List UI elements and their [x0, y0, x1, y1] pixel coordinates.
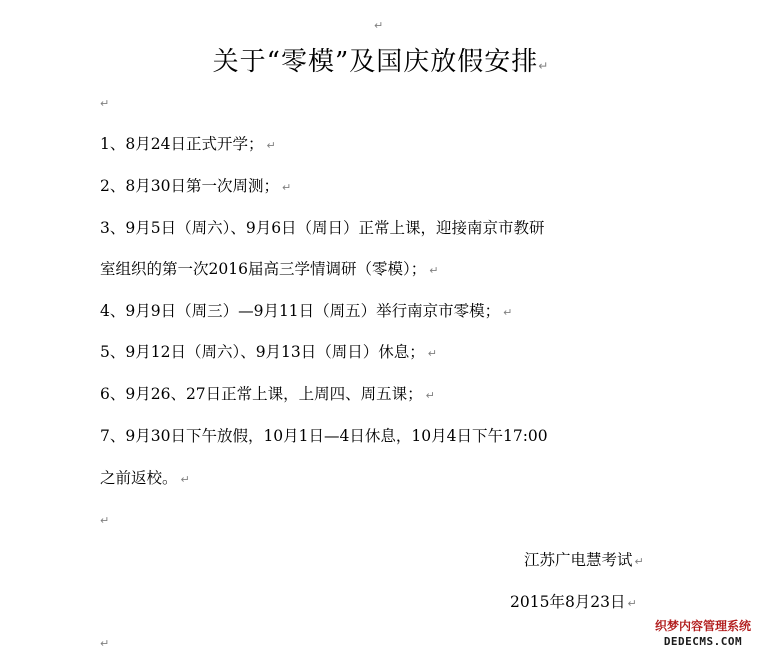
organization-text: 江苏广电慧考试: [524, 551, 633, 569]
item-text: 1、8月24日正式开学；: [100, 135, 264, 153]
item-text: 2、8月30日第一次周测；: [100, 177, 279, 195]
paragraph-mark: ↵: [503, 306, 513, 319]
signature-date: [510, 591, 637, 613]
paragraph-mark: ↵: [538, 59, 550, 73]
signature-organization: [524, 549, 644, 571]
document-title: [0, 44, 762, 80]
list-item: [100, 217, 545, 239]
item-text: 7、9月30日下午放假，10月1日—4日休息，10月4日下午17:00: [100, 427, 548, 445]
title-text: 关于“零模”及国庆放假安排: [212, 47, 539, 77]
paragraph-mark: ↵: [627, 597, 637, 610]
date-text: 2015年8月23日: [510, 593, 626, 611]
list-item: [100, 425, 548, 447]
item-text: 室组织的第一次2016届高三学情调研（零模）；: [100, 260, 427, 278]
item-text: 3、9月5日（周六）、9月6日（周日）正常上课，迎接南京市教研: [100, 219, 545, 237]
paragraph-mark: ↵: [100, 514, 110, 527]
paragraph-mark: ↵: [266, 139, 276, 152]
paragraph-mark: ↵: [427, 347, 438, 360]
item-text: 之前返校。: [100, 469, 178, 487]
list-item-continuation: [100, 258, 438, 280]
paragraph-mark: ↵: [634, 555, 644, 568]
paragraph-mark: ↵: [100, 97, 110, 110]
item-text: 4、9月9日（周三）—9月11日（周五）举行南京市零模；: [100, 302, 501, 320]
paragraph-mark: ↵: [425, 389, 435, 402]
list-item: [100, 341, 437, 363]
paragraph-mark: ↵: [281, 181, 292, 194]
list-item: [100, 300, 512, 322]
paragraph-mark: ↵: [374, 19, 384, 32]
paragraph-mark: ↵: [100, 637, 110, 650]
watermark-domain: DEDECMS.COM: [663, 635, 743, 648]
list-item: [100, 175, 291, 197]
watermark-title: 织梦内容管理系统: [654, 619, 751, 633]
paragraph-mark: ↵: [180, 473, 190, 486]
list-item: [100, 383, 435, 405]
list-item-continuation: [100, 467, 190, 489]
item-text: 5、9月12日（周六）、9月13日（周日）休息；: [100, 343, 425, 361]
site-watermark: [646, 616, 760, 652]
paragraph-mark: ↵: [429, 264, 439, 277]
item-text: 6、9月26、27日正常上课，上周四、周五课；: [100, 385, 423, 403]
list-item: [100, 133, 276, 155]
